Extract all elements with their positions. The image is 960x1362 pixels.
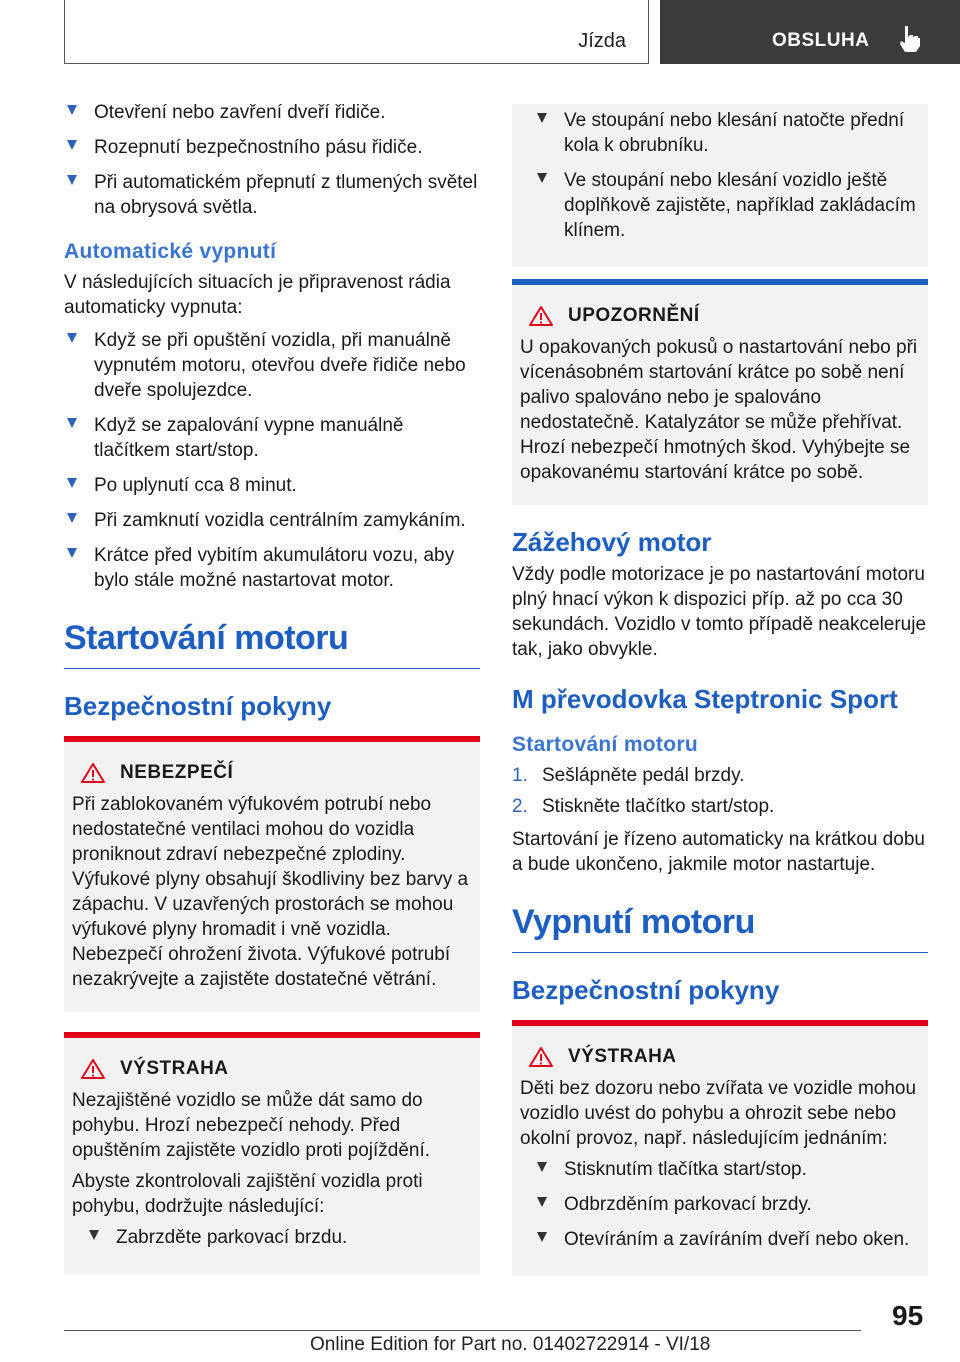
- warning-box: [64, 1032, 480, 1274]
- warning-box-2-header: [520, 1046, 920, 1068]
- list-item: Když se zapalování vypne manuálně tlačítkem start/stop.: [64, 413, 480, 463]
- bullet-list-top: [64, 100, 480, 220]
- triangle-bullet-icon: [537, 1197, 547, 1207]
- warning-text-2: Abyste zkontrolovali zajištění vozidla proti pohybu, dodržujte následující:: [72, 1171, 423, 1217]
- list-item: Krátce před vybitím akumulátoru vozu, aby bylo stále možné nastartovat motor.: [64, 543, 480, 593]
- danger-box: [64, 736, 480, 1012]
- warning-2-text: Děti bez dozoru nebo zvířata ve vozidle mohou vozidlo uvést do pohybu a ohrozit sebe nebo okolní provoz, např. následujícím jednáním:: [520, 1078, 917, 1149]
- triangle-bullet-icon: [67, 140, 77, 150]
- list-item: 2. Stiskněte tlačítko start/stop.: [512, 796, 775, 817]
- list-item: Ve stoupání nebo klesání natočte přední kola k obrubníku.: [534, 108, 920, 158]
- list-item: 1. Sešlápněte pedál brzdy.: [512, 765, 745, 786]
- warning-2-bullets: [534, 1157, 920, 1252]
- triangle-bullet-icon: [67, 333, 77, 343]
- list-item: Zabrzděte parkovací brzdu.: [86, 1225, 472, 1250]
- triangle-bullet-icon: [537, 173, 547, 183]
- warning-text-1: Nezajištěné vozidlo se může dát samo do pohybu. Hrozí nebezpečí nehody. Před opuštěním zajistěte vozidlo proti pojíždění.: [72, 1090, 431, 1161]
- header-chapter-label: OBSLUHA: [772, 30, 870, 51]
- right-column: [512, 104, 928, 1276]
- triangle-bullet-icon: [537, 1162, 547, 1172]
- list-item: Po uplynutí cca 8 minut.: [64, 473, 480, 498]
- warning-2-title: VÝSTRAHA: [568, 1046, 677, 1067]
- caution-box: [512, 279, 928, 505]
- caution-text: U opakovaných pokusů o nastartování nebo při vícenásobném startování krátce po sobě není palivo spalováno nebo je spalováno nedostatečně. Katalyzátor se může přehřívat. Hrozí nebezpečí hmotných škod. Vyhýbejte se opakovanému startování krátce po sobě.: [520, 337, 918, 483]
- list-item: Při automatickém přepnutí z tlumených světel na obrysová světla.: [64, 170, 480, 220]
- list-item: Rozepnutí bezpečnostního pásu řidiče.: [64, 135, 480, 160]
- gearbox-steps: [512, 763, 928, 819]
- triangle-bullet-icon: [67, 175, 77, 185]
- warning-box-header: [72, 1058, 472, 1080]
- warning-triangle-icon: [528, 305, 554, 327]
- triangle-bullet-icon: [89, 1230, 99, 1240]
- warning-triangle-icon: [80, 762, 106, 784]
- left-column: [64, 100, 480, 1274]
- list-item: Ve stoupání nebo klesání vozidlo ještě doplňkově zajistěte, například zakládacím klínem.: [534, 168, 920, 243]
- footer-edition: Online Edition for Part no. 01402722914 - VI/18: [310, 1334, 711, 1355]
- header-chapter-tab: [660, 0, 960, 64]
- header-section-box: [64, 0, 649, 64]
- danger-title: NEBEZPEČÍ: [120, 762, 234, 783]
- warning-title: VÝSTRAHA: [120, 1058, 229, 1079]
- triangle-bullet-icon: [67, 478, 77, 488]
- auto-off-bullets: [64, 328, 480, 593]
- header-section-title: Jízda: [578, 30, 626, 52]
- caution-box-header: [520, 305, 920, 327]
- gearbox-start-heading: Startování motoru: [512, 733, 698, 756]
- warning-triangle-icon: [80, 1058, 106, 1080]
- footer-divider: [64, 1330, 861, 1331]
- triangle-bullet-icon: [67, 105, 77, 115]
- safety-heading: Bezpečnostní pokyny: [64, 691, 332, 721]
- list-item: Stisknutím tlačítka start/stop.: [534, 1157, 920, 1182]
- warning-cont-bullets: [534, 108, 920, 243]
- list-item: Když se při opuštění vozidla, při manuálně vypnutém motoru, otevřou dveře řidiče nebo dveře spolujezdce.: [64, 328, 480, 403]
- auto-off-intro: V následujících situacích je připravenost rádia automaticky vypnuta:: [64, 272, 451, 318]
- warning-bullets: [86, 1225, 472, 1250]
- list-item: Odbrzděním parkovací brzdy.: [534, 1192, 920, 1217]
- gearbox-text: Startování je řízeno automaticky na krátkou dobu a bude ukončeno, jakmile motor nastartuje.: [512, 829, 925, 875]
- list-item: Při zamknutí vozidla centrálním zamykáním.: [64, 508, 480, 533]
- auto-off-heading: Automatické vypnutí: [64, 240, 277, 263]
- triangle-bullet-icon: [537, 1232, 547, 1242]
- warning-box-continued: [512, 104, 928, 267]
- list-item: Otevření nebo zavření dveří řidiče.: [64, 100, 480, 125]
- page-number: 95: [892, 1300, 924, 1331]
- list-item: Otevíráním a zavíráním dveří nebo oken.: [534, 1227, 920, 1252]
- spark-engine-text: Vždy podle motorizace je po nastartování motoru plný hnací výkon k dispozici příp. až po cca 30 sekundách. Vozidlo v tomto případě neakceleruje tak, jako obvykle.: [512, 564, 927, 660]
- section-title-stop-engine: Vypnutí motoru: [512, 903, 928, 953]
- triangle-bullet-icon: [67, 513, 77, 523]
- hand-pointer-icon: [896, 24, 922, 54]
- danger-text: Při zablokovaném výfukovém potrubí nebo nedostatečné ventilaci mohou do vozidla proniknout zdraví nebezpečné zplodiny. Výfukové plyny obsahují škodliviny bez barvy a zápachu. V uzavřených prostorách se mohou výfukové plyny hromadit i vně vozidla. Nebezpečí ohrožení života. Výfukové potrubí nezakrývejte a zajistěte dostatečné větrání.: [72, 794, 469, 990]
- warning-box-2: [512, 1020, 928, 1276]
- triangle-bullet-icon: [67, 548, 77, 558]
- caution-title: UPOZORNĚNÍ: [568, 305, 700, 326]
- stop-safety-heading: Bezpečnostní pokyny: [512, 975, 780, 1005]
- danger-box-header: [72, 762, 472, 784]
- triangle-bullet-icon: [67, 418, 77, 428]
- spark-engine-heading: Zážehový motor: [512, 527, 712, 557]
- triangle-bullet-icon: [537, 113, 547, 123]
- warning-triangle-icon: [528, 1046, 554, 1068]
- gearbox-heading: M převodovka Steptronic Sport: [512, 684, 898, 714]
- section-title-start-engine: Startování motoru: [64, 619, 480, 669]
